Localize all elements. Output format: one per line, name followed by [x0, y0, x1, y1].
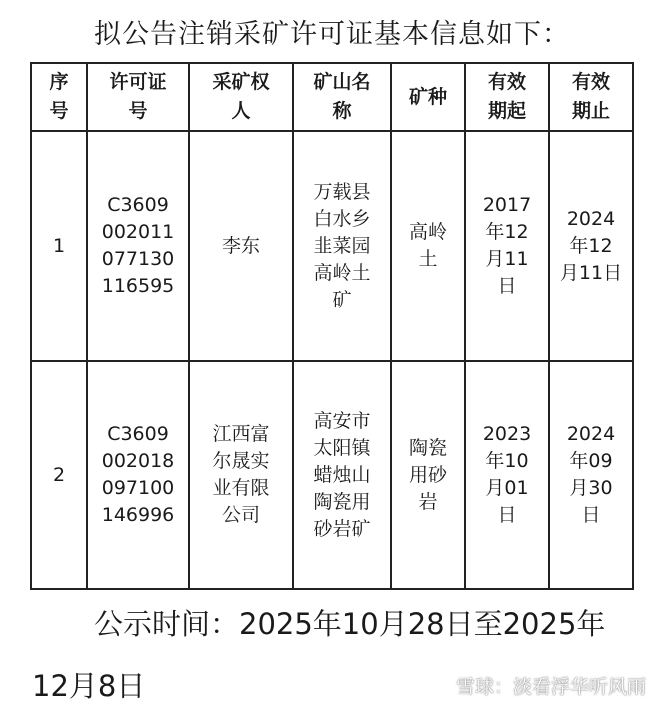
cell-seq: 1: [31, 131, 87, 361]
page-heading: 拟公告注销采矿许可证基本信息如下：: [94, 19, 570, 50]
header-license-no: 许可证 号: [87, 63, 189, 131]
cell-seq: 2: [31, 361, 87, 589]
cell-valid-from: 2017 年12 月11 日: [465, 131, 549, 361]
table-row: [31, 131, 633, 361]
snowball-logo-icon: [430, 675, 452, 697]
cell-holder: 江西富 尔晟实 业有限 公司: [189, 361, 293, 589]
license-table: [30, 62, 634, 590]
cell-valid-to: 2024 年12 月11日: [549, 131, 633, 361]
cell-mineral: 高岭 土: [391, 131, 465, 361]
cell-mine-name: 万载县 白水乡 韭菜园 高岭土 矿: [293, 131, 391, 361]
cell-license-no: C3609 002018 097100 146996: [87, 361, 189, 589]
cell-mineral: 陶瓷 用砂 岩: [391, 361, 465, 589]
header-valid-from: 有效 期起: [465, 63, 549, 131]
cell-valid-from: 2023 年10 月01 日: [465, 361, 549, 589]
notice-period-line2: 12月8日: [32, 669, 146, 703]
header-holder: 采矿权 人: [189, 63, 293, 131]
watermark: [430, 672, 646, 699]
table-row: [31, 361, 633, 589]
notice-period-line1: 公示时间：2025年10月28日至2025年: [94, 607, 606, 641]
header-valid-to: 有效 期止: [549, 63, 633, 131]
cell-valid-to: 2024 年09 月30 日: [549, 361, 633, 589]
watermark-text: 雪球：淡看浮华听风雨: [455, 676, 646, 698]
cell-mine-name: 高安市 太阳镇 蜡烛山 陶瓷用 砂岩矿: [293, 361, 391, 589]
cell-license-no: C3609 002011 077130 116595: [87, 131, 189, 361]
header-mine-name: 矿山名 称: [293, 63, 391, 131]
cell-holder: 李东: [189, 131, 293, 361]
table-header-row: [31, 63, 633, 131]
header-mineral: 矿种: [391, 63, 465, 131]
header-seq: 序 号: [31, 63, 87, 131]
